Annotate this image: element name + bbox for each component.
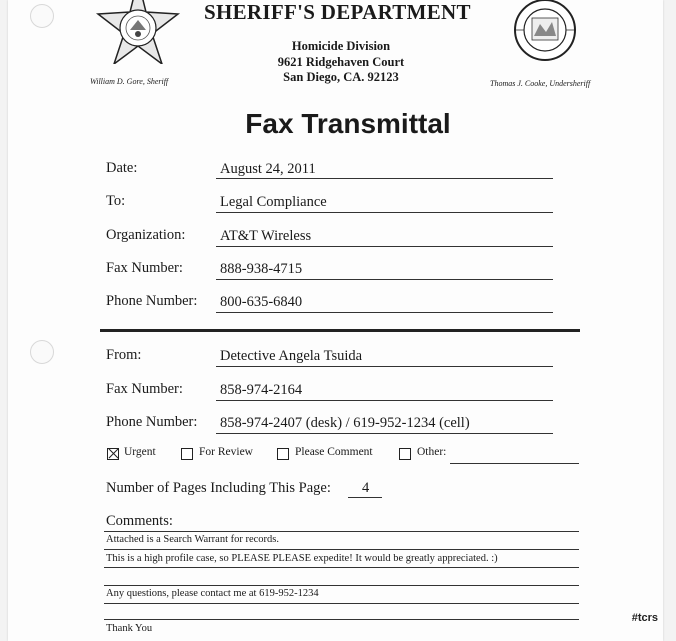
comments-rule-5 xyxy=(104,603,579,604)
section-divider xyxy=(100,329,580,332)
other-underline xyxy=(450,463,579,464)
department-title: SHERIFF'S DEPARTMENT xyxy=(204,0,471,24)
street-address: 9621 Ridgehaven Court xyxy=(277,55,405,69)
for-review-checkbox[interactable] xyxy=(181,448,193,460)
recipient-phone-label: Phone Number: xyxy=(106,293,198,309)
other-label: Other: xyxy=(417,446,447,458)
other-checkbox[interactable] xyxy=(399,448,411,460)
for-review-label: For Review xyxy=(199,446,253,458)
recipient-phone-underline xyxy=(216,312,553,313)
county-seal-icon xyxy=(502,0,588,64)
to-value: Legal Compliance xyxy=(220,194,327,210)
division-name: Homicide Division xyxy=(291,39,391,53)
from-label: From: xyxy=(106,347,142,363)
form-title: Fax Transmittal xyxy=(245,108,451,139)
fax-page xyxy=(8,0,663,641)
to-underline xyxy=(216,212,553,213)
comments-rule-2 xyxy=(104,549,579,550)
comment-line-1: Attached is a Search Warrant for records. xyxy=(106,534,280,545)
date-value: August 24, 2011 xyxy=(220,161,316,177)
watermark-tag: #tcrs xyxy=(631,612,658,624)
comments-rule-1 xyxy=(104,531,579,532)
please-comment-label: Please Comment xyxy=(295,446,373,458)
sender-phone-value: 858-974-2407 (desk) / 619-952-1234 (cell) xyxy=(220,415,470,431)
comments-label: Comments: xyxy=(106,513,173,529)
recipient-fax-value: 888-938-4715 xyxy=(220,261,303,277)
sender-fax-underline xyxy=(216,400,553,401)
sender-phone-label: Phone Number: xyxy=(106,414,198,430)
from-underline xyxy=(216,366,553,367)
page-count-label: Number of Pages Including This Page: xyxy=(106,480,331,496)
sender-fax-label: Fax Number: xyxy=(106,381,183,397)
sender-phone-underline xyxy=(216,433,553,434)
comment-line-2: This is a high profile case, so PLEASE PLEASE expedite! It would be greatly appreciated. :) xyxy=(106,553,498,564)
sheriff-name: William D. Gore, Sheriff xyxy=(90,77,169,86)
sheriff-star-badge-icon xyxy=(90,0,186,64)
city-address: San Diego, CA. 92123 xyxy=(283,70,399,84)
recipient-fax-underline xyxy=(216,279,553,280)
organization-value: AT&T Wireless xyxy=(220,228,312,244)
comments-rule-3 xyxy=(104,567,579,568)
to-label: To: xyxy=(106,193,126,209)
comment-line-3: Any questions, please contact me at 619-952-1234 xyxy=(106,588,319,599)
punch-hole-middle xyxy=(30,340,54,364)
recipient-phone-value: 800-635-6840 xyxy=(220,294,303,310)
organization-label: Organization: xyxy=(106,227,186,243)
recipient-fax-label: Fax Number: xyxy=(106,260,183,276)
organization-underline xyxy=(216,246,553,247)
date-label: Date: xyxy=(106,160,138,176)
from-value: Detective Angela Tsuida xyxy=(220,348,363,364)
comments-rule-4 xyxy=(104,585,579,586)
please-comment-checkbox[interactable] xyxy=(277,448,289,460)
date-underline xyxy=(216,178,553,179)
punch-hole-top xyxy=(30,4,54,28)
undersheriff-name: Thomas J. Cooke, Undersheriff xyxy=(490,79,591,88)
page-count-underline xyxy=(348,497,382,498)
comment-line-4: Thank You xyxy=(106,623,153,634)
comments-rule-6 xyxy=(104,619,579,620)
sender-fax-value: 858-974-2164 xyxy=(220,382,303,398)
urgent-label: Urgent xyxy=(124,446,156,458)
page-count-value: 4 xyxy=(362,480,370,496)
urgent-checkbox[interactable] xyxy=(107,448,119,460)
